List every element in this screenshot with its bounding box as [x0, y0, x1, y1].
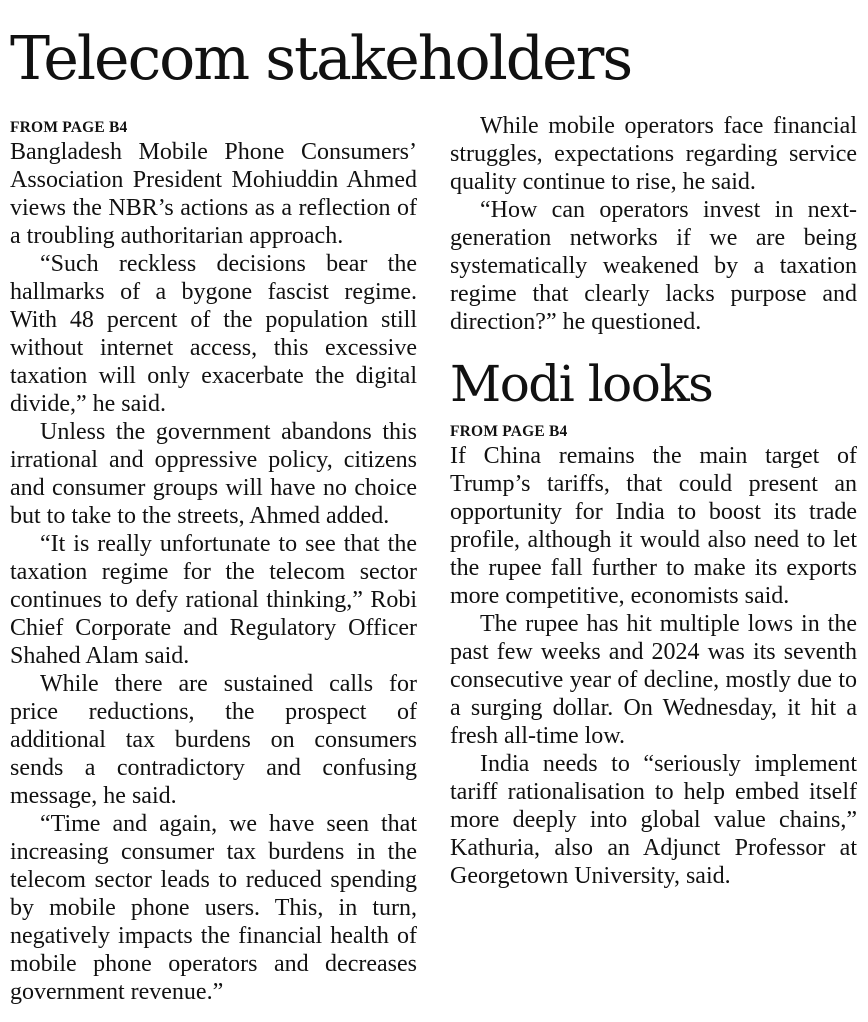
jump-line: FROM PAGE B4 [450, 423, 568, 440]
article-paragraph: While mobile operators face financial struggles, expectations regarding service quality continue to rise, he said. [450, 113, 857, 195]
article-column-right [450, 112, 857, 890]
article-paragraph: If China remains the main target of Trump’s tariffs, that could present an opportunity for India to boost its trade profile, although it would also need to let the rupee fall further to make its exports more competitive, economists said. [450, 443, 857, 609]
jump-line: FROM PAGE B4 [10, 119, 128, 136]
article-paragraph: “Time and again, we have seen that increasing consumer tax burdens in the telecom sector leads to reduced spending by mobile phone users. This, in turn, negatively impacts the financial health of mobile phone operators and decreases government revenue.” [10, 811, 417, 1005]
article-column-left [10, 118, 417, 1006]
article-headline: Telecom stakeholders [10, 24, 632, 94]
article-paragraph: India needs to “seriously implement tariff rationalisation to help embed itself more deeply into global value chains,” Kathuria, also an Adjunct Professor at Georgetown University, said. [450, 751, 857, 889]
article-paragraph: Unless the government abandons this irrational and oppressive policy, citizens and consumer groups will have no choice but to take to the streets, Ahmed added. [10, 419, 417, 529]
article-paragraph: “It is really unfortunate to see that the taxation regime for the telecom sector continues to defy rational thinking,” Robi Chief Corporate and Regulatory Officer Shahed Alam said. [10, 531, 417, 669]
article-paragraph: “How can operators invest in next-generation networks if we are being systematically weakened by a taxation regime that clearly lacks purpose and direction?” he questioned. [450, 197, 857, 335]
article-paragraph: The rupee has hit multiple lows in the past few weeks and 2024 was its seventh consecutive year of decline, mostly due to a surging dollar. On Wednesday, it hit a fresh all-time low. [450, 611, 857, 749]
article-paragraph: Bangladesh Mobile Phone Consumers’ Association President Mohiuddin Ahmed views the NBR’s actions as a reflection of a troubling authoritarian approach. [10, 139, 417, 249]
article-2-headline: Modi looks [450, 355, 713, 413]
article-paragraph: While there are sustained calls for price reductions, the prospect of additional tax burdens on consumers sends a contradictory and confusing message, he said. [10, 671, 417, 809]
article-paragraph: “Such reckless decisions bear the hallmarks of a bygone fascist regime. With 48 percent of the population still without internet access, this excessive taxation will only exacerbate the digital divide,” he said. [10, 251, 417, 417]
